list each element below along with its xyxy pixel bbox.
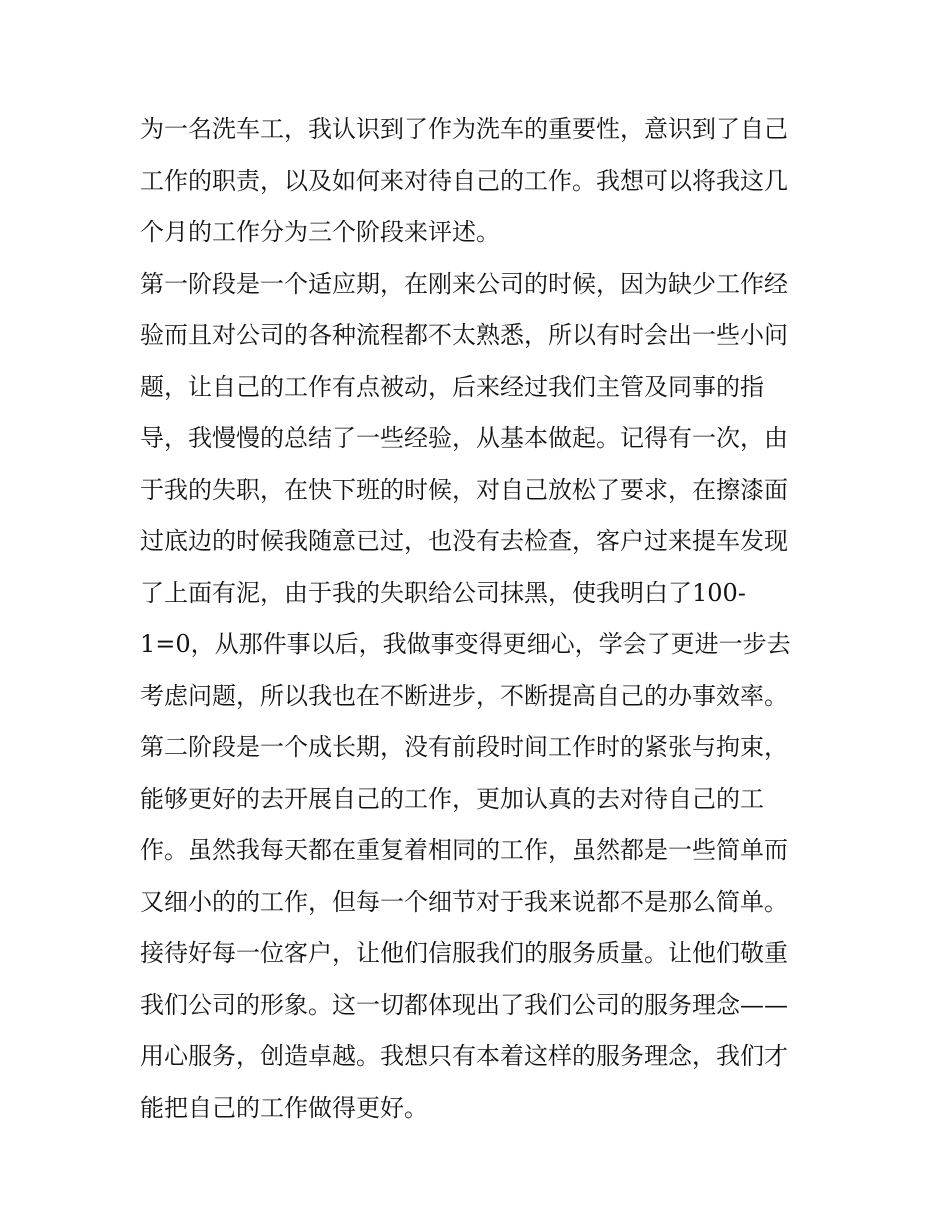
text-line: 能把自己的工作做得更好。 xyxy=(140,1093,428,1122)
text-line: 第二阶段是一个成长期，没有前段时间工作时的紧张与拘束， xyxy=(140,733,788,761)
text-line: 接待好每一位客户，让他们信服我们的服务质量。让他们敬重 xyxy=(140,939,788,967)
text-line: 工作的职责，以及如何来对待自己的工作。我想可以将我这几 xyxy=(140,166,788,195)
text-line: 题，让自己的工作有点被动，后来经过我们主管及同事的指 xyxy=(140,372,764,401)
body-text xyxy=(140,104,812,1134)
text-line: 1=0，从那件事以后，我做事变得更细心，学会了更进一步去 xyxy=(140,630,791,658)
text-line: 于我的失职，在快下班的时候，对自己放松了要求，在擦漆面 xyxy=(140,475,788,504)
text-line: 过底边的时候我随意已过，也没有去检查，客户过来提车发现 xyxy=(140,527,788,555)
text-line: 导，我慢慢的总结了一些经验，从基本做起。记得有一次，由 xyxy=(140,424,788,452)
text-line: 考虑问题，所以我也在不断进步，不断提高自己的办事效率。 xyxy=(140,681,788,710)
text-line: 验而且对公司的各种流程都不太熟悉，所以有时会出一些小问 xyxy=(140,321,788,349)
text-line: 作。虽然我每天都在重复着相同的工作，虽然都是一些简单而 xyxy=(140,836,788,864)
text-line: 为一名洗车工，我认识到了作为洗车的重要性，意识到了自己 xyxy=(140,115,788,143)
text-line: 能够更好的去开展自己的工作，更加认真的去对待自己的工 xyxy=(140,784,764,813)
text-line: 第一阶段是一个适应期，在刚来公司的时候，因为缺少工作经 xyxy=(140,269,788,298)
text-line: 我们公司的形象。这一切都体现出了我们公司的服务理念—— xyxy=(140,990,788,1019)
text-line: 个月的工作分为三个阶段来评述。 xyxy=(140,218,500,246)
text-line: 又细小的的工作，但每一个细节对于我来说都不是那么简单。 xyxy=(140,887,788,916)
text-line: 了上面有泥，由于我的失职给公司抹黑，使我明白了100- xyxy=(140,578,746,607)
text-line: 用心服务，创造卓越。我想只有本着这样的服务理念，我们才 xyxy=(140,1042,788,1070)
